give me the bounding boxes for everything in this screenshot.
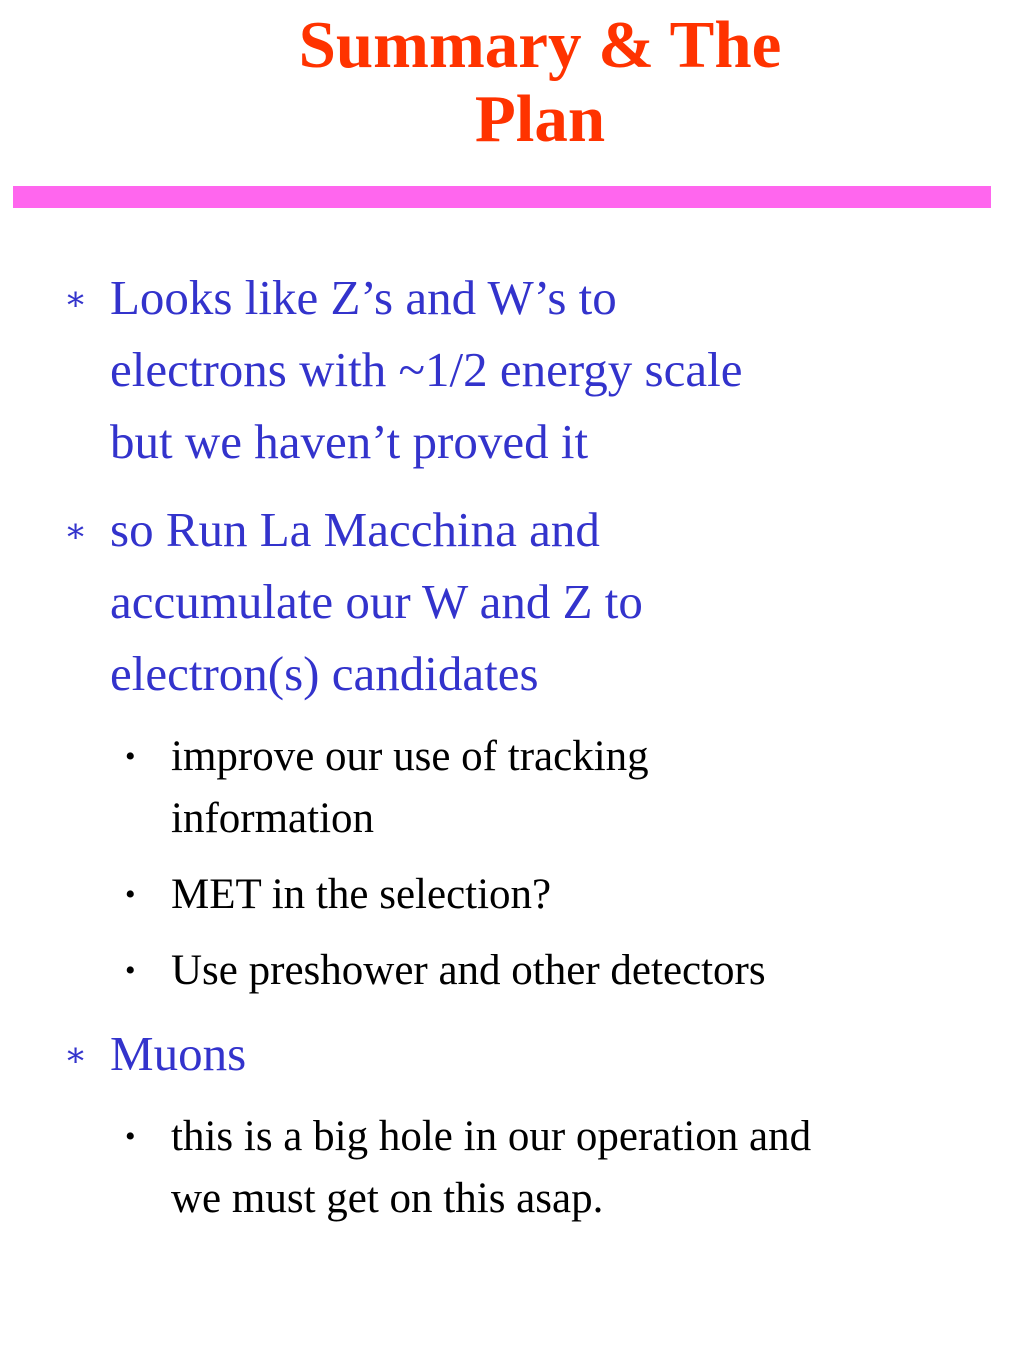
title-divider-bar [13,186,991,208]
dot-bullet-icon: • [125,740,136,773]
slide-title [60,8,1020,156]
bullet-2-line-2: accumulate our W and Z to [110,574,643,629]
sub-bullet-2-1-line-1: improve our use of tracking [171,733,649,780]
sub-bullet-3-1-line-2: we must get on this asap. [171,1175,604,1222]
bullet-item-3 [64,1018,1010,1090]
bullet-item-2 [64,494,1010,710]
dot-bullet-icon: • [125,878,136,911]
bullet-1-line-2: electrons with ~1/2 energy scale [110,342,743,397]
sub-bullet-2-1 [125,726,991,850]
sub-bullet-3-1-line-1: this is a big hole in our operation and [171,1113,812,1160]
bullet-item-1 [64,262,1010,478]
sub-bullet-2-3-line-1: Use preshower and other detectors [171,947,766,994]
sub-bullet-2-1-line-2: information [171,795,375,842]
bullet-2-line-3: electron(s) candidates [110,646,539,701]
bullet-1-line-1: Looks like Z’s and W’s to [110,270,617,325]
slide-title-line-2: Plan [474,82,606,156]
asterisk-bullet-icon: ∗ [64,281,88,318]
bullet-1-line-3: but we haven’t proved it [110,414,589,469]
sub-bullet-2-2-line-1: MET in the selection? [171,871,552,918]
bullet-2-line-1: so Run La Macchina and [110,502,600,557]
asterisk-bullet-icon: ∗ [64,513,88,550]
dot-bullet-icon: • [125,954,136,987]
slide-title-line-1: Summary & The [298,8,782,82]
sub-bullet-2-3 [125,940,991,1002]
sub-bullet-2-2 [125,864,991,926]
sub-bullet-3-1 [125,1106,991,1230]
asterisk-bullet-icon: ∗ [64,1037,88,1074]
dot-bullet-icon: • [125,1120,136,1153]
bullet-3-line-1: Muons [110,1026,247,1081]
